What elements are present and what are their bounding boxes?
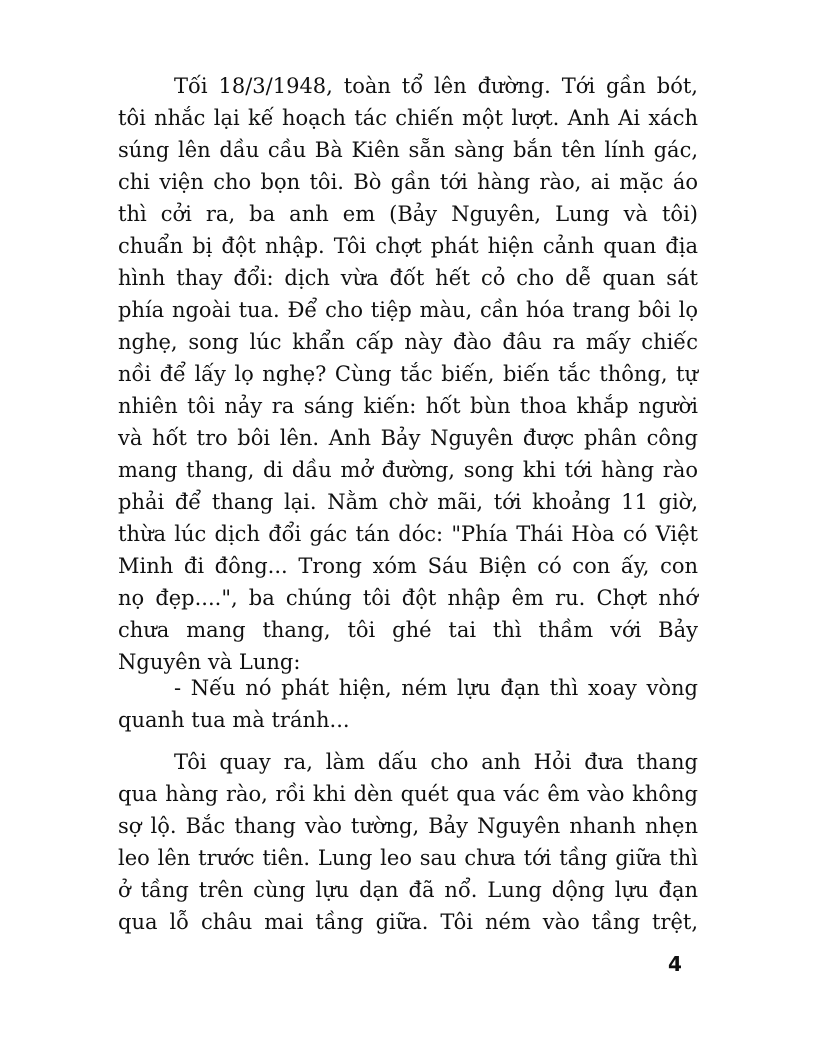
text-line: sợ lộ. Bắc thang vào tường, Bảy Nguyên nhanh nhẹn <box>118 814 698 838</box>
paragraph-3 <box>118 746 698 938</box>
text-line: Nguyên và Lung: <box>118 650 301 674</box>
text-line: Tối 18/3/1948, toàn tổ lên đường. Tới gần bót, <box>174 74 698 98</box>
text-line: - Nếu nó phát hiện, ném lựu đạn thì xoay vòng <box>174 676 698 700</box>
text-line: Minh đi đông... Trong xóm Sáu Biện có con ấy, con <box>118 554 698 578</box>
text-line: thừa lúc dịch đổi gác tán dóc: "Phía Thái Hòa có Việt <box>118 522 698 546</box>
text-line: thì cởi ra, ba anh em (Bảy Nguyên, Lung và tôi) <box>118 202 698 226</box>
text-line: và hốt tro bôi lên. Anh Bảy Nguyên được phân công <box>118 426 698 450</box>
text-line: leo lên trước tiên. Lung leo sau chưa tới tầng giữa thì <box>118 846 698 870</box>
text-line: phía ngoài tua. Để cho tiệp màu, cần hóa trang bôi lọ <box>118 298 698 322</box>
page-number: 4 <box>668 952 682 976</box>
text-line: Tôi quay ra, làm dấu cho anh Hỏi đưa thang <box>174 750 698 774</box>
paragraph-2 <box>118 672 698 736</box>
text-line: ở tầng trên cùng lựu dạn đã nổ. Lung dộng lựu đạn <box>118 878 698 902</box>
text-line: nghẹ, song lúc khẩn cấp này đào đâu ra mấy chiếc <box>118 330 698 354</box>
text-line: qua lỗ châu mai tầng giữa. Tôi ném vào tầng trệt, <box>118 910 698 934</box>
text-line: tôi nhắc lại kế hoạch tác chiến một lượt. Anh Ai xách <box>118 106 698 130</box>
text-line: súng lên dầu cầu Bà Kiên sẵn sàng bắn tên lính gác, <box>118 138 698 162</box>
text-line: hình thay đổi: dịch vừa đốt hết cỏ cho dễ quan sát <box>118 266 698 290</box>
text-line: nồi để lấy lọ nghẹ? Cùng tắc biến, biến tắc thông, tự <box>118 362 698 386</box>
text-line: chuẩn bị đột nhập. Tôi chợt phát hiện cảnh quan địa <box>118 234 698 258</box>
text-line: quanh tua mà tránh... <box>118 708 350 732</box>
text-line: chi viện cho bọn tôi. Bò gần tới hàng rào, ai mặc áo <box>118 170 698 194</box>
text-line: qua hàng rào, rồi khi dèn quét qua vác êm vào không <box>118 782 698 806</box>
text-line: nhiên tôi nảy ra sáng kiến: hốt bùn thoa khắp người <box>118 394 698 418</box>
paragraph-1 <box>118 70 698 678</box>
text-line: phải để thang lại. Nằm chờ mãi, tới khoảng 11 giờ, <box>118 490 698 514</box>
text-line: mang thang, di dầu mở đường, song khi tới hàng rào <box>118 458 698 482</box>
text-line: chưa mang thang, tôi ghé tai thì thầm với Bảy <box>118 618 698 642</box>
text-line: nọ đẹp....", ba chúng tôi đột nhập êm ru. Chợt nhớ <box>118 586 698 610</box>
